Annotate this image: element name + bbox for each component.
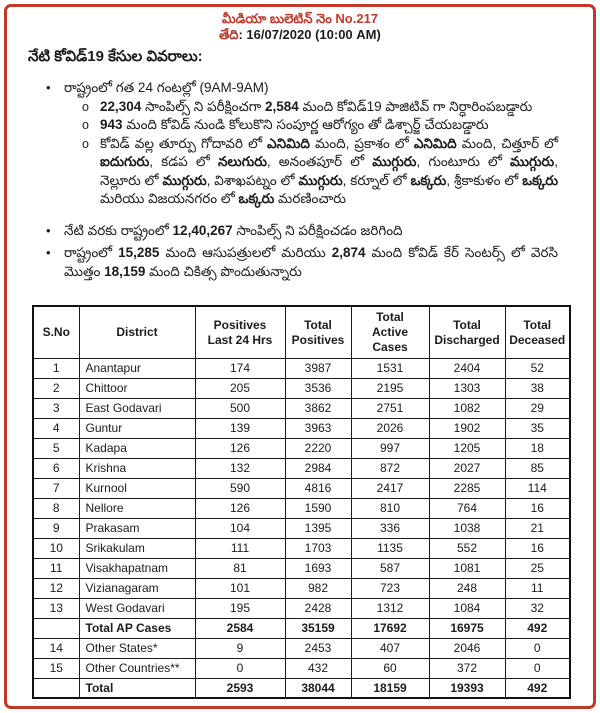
value-cell: 0 xyxy=(195,658,285,678)
table-row xyxy=(33,618,570,638)
value-cell: 407 xyxy=(351,638,429,658)
value-cell: 139 xyxy=(195,418,285,438)
text-segment: ఎనిమిది xyxy=(267,135,310,151)
table-row xyxy=(33,398,570,418)
value-cell: 2428 xyxy=(285,598,351,618)
covid-district-table xyxy=(32,305,571,699)
text-segment: సాంపిల్స్ ని పరీక్షించగా xyxy=(141,98,265,114)
bullet-marker: • xyxy=(46,80,51,95)
value-cell: 492 xyxy=(505,678,570,698)
district-cell: Other Countries** xyxy=(79,658,195,678)
bullet-marker: • xyxy=(46,222,51,238)
section-title: నేటి కోవిడ్19 కేసుల వివరాలు: xyxy=(28,48,203,65)
column-header: Total Deceased xyxy=(505,306,570,359)
text-segment: 22,304 xyxy=(100,98,142,114)
value-cell: 4 xyxy=(33,418,79,438)
value-cell: 205 xyxy=(195,378,285,398)
value-cell: 590 xyxy=(195,478,285,498)
value-cell: 3536 xyxy=(285,378,351,398)
value-cell: 3963 xyxy=(285,418,351,438)
text-segment: మంది కోవిడ్19 పాజిటివ్ గా నిర్ధారింపబడ్డారు xyxy=(298,98,533,114)
value-cell: 1693 xyxy=(285,558,351,578)
text-segment: మంది కోవిడ్ కేర్ సెంటర్స్ లో వెరసి మొత్తం xyxy=(64,245,562,279)
bulletin-page xyxy=(14,8,586,703)
text-segment: , కర్నూల్ లో xyxy=(342,172,411,188)
table-row xyxy=(33,658,570,678)
value-cell: 17692 xyxy=(351,618,429,638)
value-cell: 4816 xyxy=(285,478,351,498)
value-cell: 1205 xyxy=(429,438,505,458)
table-row xyxy=(33,598,570,618)
value-cell: 29 xyxy=(505,398,570,418)
value-cell: 1303 xyxy=(429,378,505,398)
value-cell: 52 xyxy=(505,359,570,379)
text-segment: సాంపిల్స్ ని పరీక్షించడం జరిగింది xyxy=(232,222,403,238)
date-value: : 16/07/2020 (10:00 AM) xyxy=(238,27,381,42)
column-header: Total Positives xyxy=(285,306,351,359)
text-segment: , కడప లో xyxy=(149,154,218,169)
value-cell: 1084 xyxy=(429,598,505,618)
value-cell: 372 xyxy=(429,658,505,678)
text-segment: 943 xyxy=(100,117,123,132)
text-segment: 18,159 xyxy=(104,263,146,279)
text-segment: 15,285 xyxy=(118,245,160,260)
table-header-row xyxy=(33,306,570,359)
text-segment: నేటి వరకు రాష్ట్రంలో xyxy=(64,222,173,238)
bullet-list xyxy=(46,79,562,281)
value-cell: 1135 xyxy=(351,538,429,558)
text-segment: మంది కోవిడ్ నుండి కోలుకొని సంపూర్ణ ఆరోగ్యం తో డిశ్చార్జ్ చేయబడ్డారు xyxy=(122,117,489,132)
table-row xyxy=(33,418,570,438)
sub-bullet-list xyxy=(82,98,562,209)
value-cell: 25 xyxy=(505,558,570,578)
value-cell: 3 xyxy=(33,398,79,418)
text-segment: కోవిడ్ వల్ల తూర్పు గోదావరి లో xyxy=(100,135,268,151)
district-cell: Other States* xyxy=(79,638,195,658)
district-cell: Kurnool xyxy=(79,478,195,498)
value-cell: 872 xyxy=(351,458,429,478)
value-cell: 0 xyxy=(505,638,570,658)
value-cell: 16 xyxy=(505,498,570,518)
table-row xyxy=(33,458,570,478)
value-cell: 997 xyxy=(351,438,429,458)
table-row xyxy=(33,518,570,538)
value-cell: 114 xyxy=(505,478,570,498)
column-header: District xyxy=(79,306,195,359)
bullet-text xyxy=(64,244,562,281)
value-cell: 2026 xyxy=(351,418,429,438)
text-segment: , శ్రీకాకుళం లో xyxy=(446,172,523,188)
sub-bullet-marker: o xyxy=(82,136,89,151)
bullet-text: రాష్ట్రంలో గత 24 గంటల్లో (9AM-9AM) xyxy=(64,80,269,95)
sub-bullet-marker: o xyxy=(82,118,89,132)
value-cell: 2027 xyxy=(429,458,505,478)
sub-bullet-discharged xyxy=(82,116,558,135)
value-cell: 18 xyxy=(505,438,570,458)
table-row xyxy=(33,498,570,518)
table-row xyxy=(33,359,570,379)
district-cell: Guntur xyxy=(79,418,195,438)
value-cell: 2593 xyxy=(195,678,285,698)
text-segment: , విశాఖపట్నం లో xyxy=(206,172,299,188)
value-cell xyxy=(33,678,79,698)
bullet-item-last24h xyxy=(46,79,558,98)
table-row xyxy=(33,638,570,658)
bullet-marker: • xyxy=(46,245,51,260)
text-segment: , నెల్లూరు లో xyxy=(100,154,562,188)
district-cell: Anantapur xyxy=(79,359,195,379)
value-cell: 2220 xyxy=(285,438,351,458)
table-row xyxy=(33,678,570,698)
value-cell: 1703 xyxy=(285,538,351,558)
value-cell: 2984 xyxy=(285,458,351,478)
value-cell: 2417 xyxy=(351,478,429,498)
text-segment: , గుంటూరు లో xyxy=(416,154,511,169)
bulletin-header xyxy=(14,11,586,43)
value-cell: 32 xyxy=(505,598,570,618)
value-cell: 21 xyxy=(505,518,570,538)
text-segment: ఒక్కరు xyxy=(522,172,559,188)
value-cell: 174 xyxy=(195,359,285,379)
text-segment: మరణించారు xyxy=(274,191,346,206)
table-row xyxy=(33,478,570,498)
value-cell: 492 xyxy=(505,618,570,638)
value-cell: 500 xyxy=(195,398,285,418)
value-cell: 2195 xyxy=(351,378,429,398)
sub-bullet-marker: o xyxy=(82,99,89,114)
value-cell: 6 xyxy=(33,458,79,478)
text-segment: మంది, ప్రకాశం లో xyxy=(309,135,414,151)
value-cell: 10 xyxy=(33,538,79,558)
column-header: Positives Last 24 Hrs xyxy=(195,306,285,359)
column-header: Total Active Cases xyxy=(351,306,429,359)
table-row xyxy=(33,538,570,558)
text-segment: రాష్ట్రంలో xyxy=(64,245,119,260)
district-cell: Kadapa xyxy=(79,438,195,458)
value-cell: 2046 xyxy=(429,638,505,658)
value-cell: 126 xyxy=(195,438,285,458)
value-cell: 810 xyxy=(351,498,429,518)
value-cell: 2584 xyxy=(195,618,285,638)
value-cell xyxy=(33,618,79,638)
text-segment: ముగ్గురు xyxy=(372,154,417,169)
value-cell: 132 xyxy=(195,458,285,478)
table-row xyxy=(33,378,570,398)
column-header: Total Discharged xyxy=(429,306,505,359)
value-cell: 587 xyxy=(351,558,429,578)
value-cell: 9 xyxy=(33,518,79,538)
table-row xyxy=(33,558,570,578)
value-cell: 35 xyxy=(505,418,570,438)
text-segment: మంది ఆసుపత్రులలో మరియు xyxy=(159,245,332,260)
text-segment: , అనంతపూర్ లో xyxy=(266,154,373,169)
value-cell: 3862 xyxy=(285,398,351,418)
value-cell: 15 xyxy=(33,658,79,678)
value-cell: 764 xyxy=(429,498,505,518)
value-cell: 1395 xyxy=(285,518,351,538)
value-cell: 16 xyxy=(505,538,570,558)
text-segment: మంది చికిత్స పొందుతున్నారు xyxy=(145,263,302,279)
column-header: S.No xyxy=(33,306,79,359)
value-cell: 1312 xyxy=(351,598,429,618)
district-cell: Total AP Cases xyxy=(79,618,195,638)
sub-bullet-text xyxy=(100,116,558,135)
district-cell: West Godavari xyxy=(79,598,195,618)
text-segment: మరియు విజయనగరం లో xyxy=(100,172,562,206)
value-cell: 38 xyxy=(505,378,570,398)
value-cell: 12 xyxy=(33,578,79,598)
value-cell: 552 xyxy=(429,538,505,558)
value-cell: 14 xyxy=(33,638,79,658)
value-cell: 81 xyxy=(195,558,285,578)
district-cell: East Godavari xyxy=(79,398,195,418)
value-cell: 35159 xyxy=(285,618,351,638)
value-cell: 111 xyxy=(195,538,285,558)
text-segment: ఒక్కరు xyxy=(410,172,447,188)
district-cell: Krishna xyxy=(79,458,195,478)
value-cell: 0 xyxy=(505,658,570,678)
value-cell: 1081 xyxy=(429,558,505,578)
value-cell: 9 xyxy=(195,638,285,658)
value-cell: 126 xyxy=(195,498,285,518)
value-cell: 1531 xyxy=(351,359,429,379)
text-segment: నలుగురు xyxy=(217,154,267,169)
value-cell: 7 xyxy=(33,478,79,498)
value-cell: 85 xyxy=(505,458,570,478)
value-cell: 13 xyxy=(33,598,79,618)
value-cell: 982 xyxy=(285,578,351,598)
text-segment: ముగ్గురు xyxy=(510,154,555,169)
text-segment: ఒక్కరు xyxy=(238,191,275,206)
value-cell: 1 xyxy=(33,359,79,379)
value-cell: 16975 xyxy=(429,618,505,638)
value-cell: 2751 xyxy=(351,398,429,418)
value-cell: 2 xyxy=(33,378,79,398)
date-label: తేది xyxy=(219,27,239,42)
bullet-item-under-treatment xyxy=(46,244,562,281)
bulletin-title: మీడియా బులెటిన్ నెం No.217 xyxy=(221,11,379,26)
value-cell: 248 xyxy=(429,578,505,598)
value-cell: 1038 xyxy=(429,518,505,538)
value-cell: 723 xyxy=(351,578,429,598)
bullet-item-total-samples xyxy=(46,222,558,241)
text-segment: 2,874 xyxy=(331,245,366,260)
value-cell: 101 xyxy=(195,578,285,598)
bullet-text xyxy=(64,222,558,241)
sub-bullet-text xyxy=(100,98,558,117)
value-cell: 3987 xyxy=(285,359,351,379)
text-segment: మంది, చిత్తూర్ లో xyxy=(456,135,562,151)
text-segment: ముగ్గురు xyxy=(298,172,343,188)
value-cell: 2453 xyxy=(285,638,351,658)
table-row xyxy=(33,438,570,458)
value-cell: 2404 xyxy=(429,359,505,379)
value-cell: 1590 xyxy=(285,498,351,518)
text-segment: ఐదుగురు xyxy=(100,154,150,169)
district-cell: Vizianagaram xyxy=(79,578,195,598)
text-segment: ముగ్గురు xyxy=(162,172,207,188)
district-cell: Nellore xyxy=(79,498,195,518)
value-cell: 19393 xyxy=(429,678,505,698)
district-cell: Total xyxy=(79,678,195,698)
sub-bullet-text xyxy=(100,135,562,209)
value-cell: 18159 xyxy=(351,678,429,698)
value-cell: 11 xyxy=(33,558,79,578)
district-cell: Srikakulam xyxy=(79,538,195,558)
value-cell: 1902 xyxy=(429,418,505,438)
value-cell: 11 xyxy=(505,578,570,598)
text-segment: ఎనిమిది xyxy=(413,135,457,151)
value-cell: 60 xyxy=(351,658,429,678)
text-segment: 12,40,267 xyxy=(172,222,233,238)
table-row xyxy=(33,578,570,598)
value-cell: 1082 xyxy=(429,398,505,418)
district-cell: Visakhapatnam xyxy=(79,558,195,578)
value-cell: 432 xyxy=(285,658,351,678)
sub-bullet-samples-tested xyxy=(82,98,558,117)
bulletin-date xyxy=(14,27,586,43)
value-cell: 2285 xyxy=(429,478,505,498)
sub-bullet-deaths xyxy=(82,135,562,209)
value-cell: 104 xyxy=(195,518,285,538)
text-segment: 2,584 xyxy=(264,98,299,114)
district-cell: Chittoor xyxy=(79,378,195,398)
value-cell: 8 xyxy=(33,498,79,518)
value-cell: 195 xyxy=(195,598,285,618)
value-cell: 5 xyxy=(33,438,79,458)
district-cell: Prakasam xyxy=(79,518,195,538)
value-cell: 336 xyxy=(351,518,429,538)
value-cell: 38044 xyxy=(285,678,351,698)
